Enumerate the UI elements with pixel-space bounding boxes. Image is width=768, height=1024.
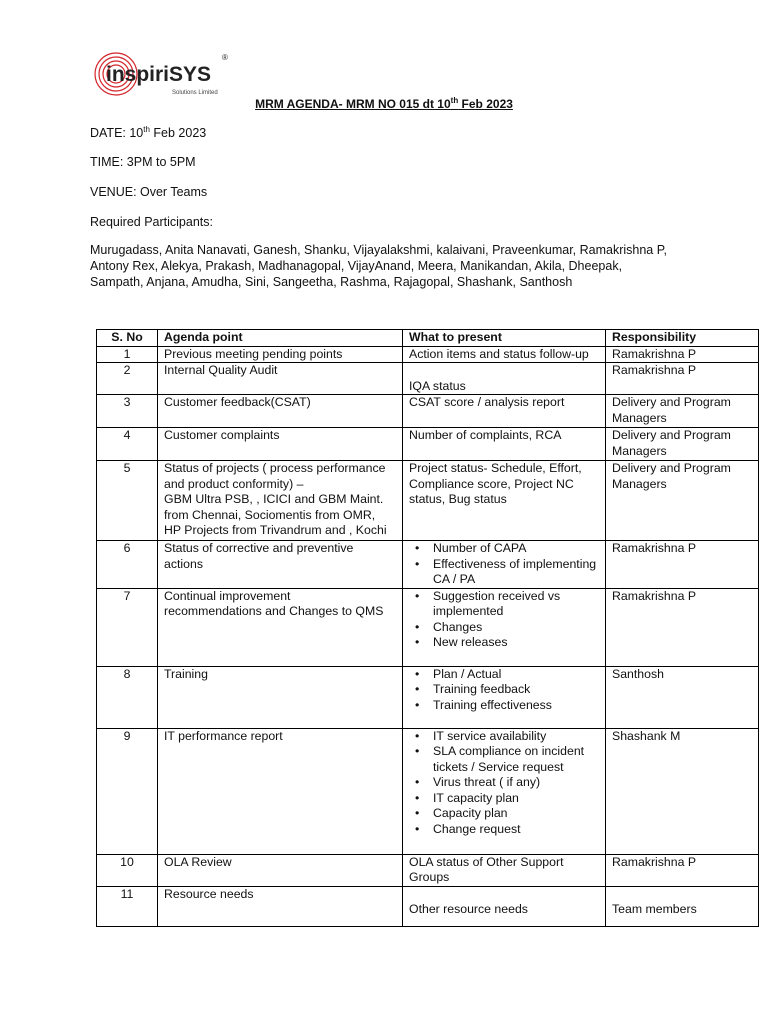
cell-responsibility — [606, 395, 759, 428]
cell-responsibility — [606, 854, 759, 886]
cell-agenda-point — [158, 363, 403, 395]
cell-what-to-present — [403, 428, 606, 461]
meeting-venue: VENUE: Over Teams — [90, 185, 208, 199]
cell-sno: 1 — [97, 346, 158, 363]
cell-agenda-point — [158, 666, 403, 728]
present-bullet-item: • Training effectiveness — [433, 698, 599, 714]
present-line: Number of complaints, RCA — [409, 428, 562, 442]
cell-agenda-point — [158, 428, 403, 461]
agenda-line: GBM Ultra PSB, , ICICI and GBM Maint. — [164, 492, 384, 506]
table-row — [97, 428, 759, 461]
responsibility-line: Delivery and Program — [612, 461, 731, 475]
agenda-line: IT performance report — [164, 728, 283, 743]
cell-responsibility — [606, 588, 759, 666]
cell-sno: 5 — [97, 461, 158, 541]
cell-what-to-present — [403, 346, 606, 363]
present-line — [409, 363, 599, 379]
present-line: CSAT score / analysis report — [409, 395, 565, 409]
present-bullet-item: • Virus threat ( if any) — [433, 775, 599, 791]
responsibility-line: Managers — [612, 443, 667, 458]
cell-agenda-point — [158, 886, 403, 926]
agenda-line: Continual improvement — [164, 588, 291, 603]
table-row — [97, 886, 759, 926]
cell-sno: 2 — [97, 363, 158, 395]
agenda-table — [96, 329, 759, 927]
present-bullet-item: • Change request — [433, 822, 599, 838]
cell-responsibility — [606, 428, 759, 461]
agenda-line: actions — [164, 556, 203, 571]
table-row — [97, 854, 759, 886]
present-line: Action items and status follow-up — [409, 346, 589, 361]
cell-what-to-present — [403, 886, 606, 926]
cell-agenda-point — [158, 346, 403, 363]
present-line — [409, 887, 599, 903]
present-bullet-item: • New releases — [433, 635, 599, 651]
agenda-line: Internal Quality Audit — [164, 363, 278, 377]
responsibility-line: Managers — [612, 476, 667, 491]
cell-what-to-present — [403, 854, 606, 886]
cell-agenda-point — [158, 728, 403, 854]
meeting-time: TIME: 3PM to 5PM — [90, 155, 196, 169]
cell-agenda-point — [158, 395, 403, 428]
present-bullet-item: • Changes — [433, 620, 599, 636]
cell-what-to-present — [403, 666, 606, 728]
table-row — [97, 346, 759, 363]
cell-agenda-point — [158, 541, 403, 589]
cell-sno: 4 — [97, 428, 158, 461]
table-row — [97, 666, 759, 728]
cell-what-to-present — [403, 395, 606, 428]
present-bullet-item: • Suggestion received vs implemented — [433, 589, 599, 620]
cell-responsibility — [606, 666, 759, 728]
responsibility-line: Shashank M — [612, 728, 681, 743]
cell-sno: 7 — [97, 588, 158, 666]
table-row — [97, 541, 759, 589]
cell-responsibility — [606, 363, 759, 395]
participants-line: Sampath, Anjana, Amudha, Sini, Sangeetha, Rashma, Rajagopal, Shashank, Santhosh — [90, 275, 573, 289]
responsibility-line: Team members — [612, 902, 697, 916]
responsibility-line: Managers — [612, 410, 667, 425]
agenda-line: Status of corrective and preventive — [164, 541, 354, 555]
present-line: Other resource needs — [409, 902, 528, 916]
cell-responsibility — [606, 541, 759, 589]
cell-what-to-present — [403, 728, 606, 854]
present-bullet-item: • Number of CAPA — [433, 541, 599, 557]
present-line: Groups — [409, 870, 450, 884]
present-bullet-item: • IT service availability — [433, 729, 599, 745]
responsibility-line — [612, 887, 752, 903]
cell-sno: 10 — [97, 854, 158, 886]
agenda-line: Training — [164, 666, 208, 681]
agenda-line: from Chennai, Sociomentis from OMR, — [164, 507, 376, 522]
cell-sno: 3 — [97, 395, 158, 428]
cell-sno: 9 — [97, 728, 158, 854]
cell-what-to-present — [403, 461, 606, 541]
responsibility-line: Ramakrishna P — [612, 346, 697, 361]
cell-sno: 8 — [97, 666, 158, 728]
responsibility-line: Delivery and Program — [612, 428, 731, 442]
cell-sno: 6 — [97, 541, 158, 589]
present-bullet-list — [409, 589, 599, 651]
svg-text:Solutions Limited: Solutions Limited — [172, 90, 218, 96]
responsibility-line: Santhosh — [612, 666, 664, 681]
table-row — [97, 461, 759, 541]
present-line: IQA status — [409, 378, 466, 393]
agenda-line: Resource needs — [164, 886, 254, 901]
table-row — [97, 588, 759, 666]
responsibility-line: Delivery and Program — [612, 395, 731, 409]
responsibility-line: Ramakrishna P — [612, 541, 697, 555]
present-bullet-list — [409, 541, 599, 588]
document-title: MRM AGENDA- MRM NO 015 dt 10th Feb 2023 — [255, 96, 513, 111]
agenda-line: Status of projects ( process performance — [164, 461, 386, 475]
header-sno: S. No — [97, 330, 158, 347]
agenda-line: HP Projects from Trivandrum and , Kochi — [164, 523, 387, 537]
header-agenda: Agenda point — [158, 330, 403, 347]
agenda-line: Customer feedback(CSAT) — [164, 395, 311, 409]
agenda-line: OLA Review — [164, 854, 232, 869]
cell-agenda-point — [158, 461, 403, 541]
cell-responsibility — [606, 346, 759, 363]
present-bullet-item: • Effectiveness of implementing CA / PA — [433, 557, 599, 588]
meeting-date: DATE: 10th Feb 2023 — [90, 125, 207, 141]
present-bullet-list — [409, 729, 599, 838]
cell-what-to-present — [403, 363, 606, 395]
cell-what-to-present — [403, 541, 606, 589]
agenda-line: Previous meeting pending points — [164, 346, 343, 361]
present-line: Compliance score, Project NC — [409, 476, 574, 491]
header-responsibility: Responsibility — [606, 330, 759, 347]
agenda-line: recommendations and Changes to QMS — [164, 604, 384, 618]
svg-text:®: ® — [222, 53, 228, 62]
participants-line: Antony Rex, Alekya, Prakash, Madhanagopal, VijayAnand, Meera, Manikandan, Akila, Dheepak, — [90, 259, 623, 273]
present-line: OLA status of Other Support — [409, 854, 564, 869]
present-bullet-item: • Capacity plan — [433, 806, 599, 822]
present-bullet-list — [409, 667, 599, 714]
present-line: status, Bug status — [409, 492, 507, 506]
participants-list — [90, 242, 710, 290]
agenda-line: Customer complaints — [164, 428, 280, 442]
present-line: Project status- Schedule, Effort, — [409, 461, 582, 475]
participants-label: Required Participants: — [90, 215, 213, 229]
agenda-line: and product conformity) – — [164, 476, 304, 491]
cell-responsibility — [606, 728, 759, 854]
cell-agenda-point — [158, 588, 403, 666]
table-row — [97, 395, 759, 428]
cell-responsibility — [606, 461, 759, 541]
present-bullet-item: • Plan / Actual — [433, 667, 599, 683]
table-row — [97, 363, 759, 395]
cell-what-to-present — [403, 588, 606, 666]
table-row — [97, 728, 759, 854]
cell-sno: 11 — [97, 886, 158, 926]
present-bullet-item: • SLA compliance on incident tickets / Service request — [433, 744, 599, 775]
present-bullet-item: • Training feedback — [433, 682, 599, 698]
company-logo — [94, 50, 234, 100]
cell-agenda-point — [158, 854, 403, 886]
responsibility-line: Ramakrishna P — [612, 363, 697, 377]
participants-line: Murugadass, Anita Nanavati, Ganesh, Shanku, Vijayalakshmi, kalaivani, Praveenkumar, Ramakrishna P, — [90, 243, 667, 257]
responsibility-line: Ramakrishna P — [612, 588, 697, 603]
responsibility-line: Ramakrishna P — [612, 854, 697, 869]
cell-responsibility — [606, 886, 759, 926]
svg-text:inspiriSYS: inspiriSYS — [106, 63, 212, 86]
present-bullet-item: • IT capacity plan — [433, 791, 599, 807]
header-present: What to present — [403, 330, 606, 347]
table-header-row — [97, 330, 759, 347]
